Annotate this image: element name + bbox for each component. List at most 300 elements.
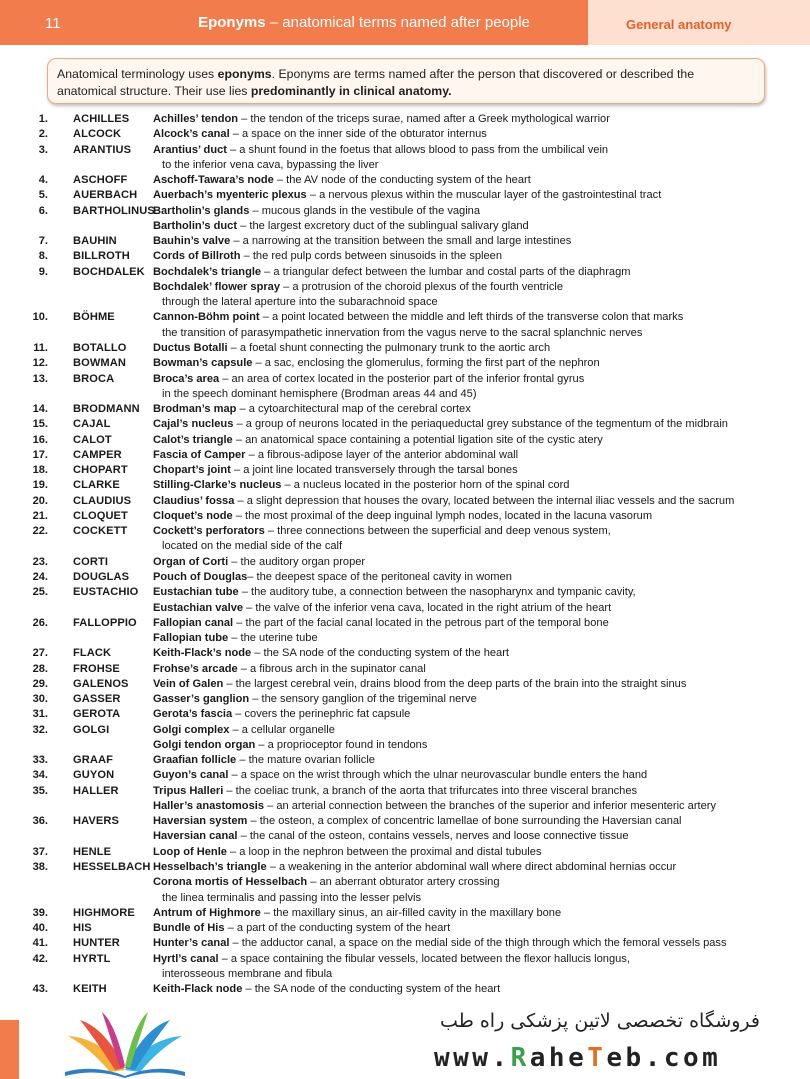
entry-number: 33.: [32, 754, 48, 767]
entry-text: – the SA node of the conducting system of the heart: [251, 647, 510, 660]
entry-row: [0, 662, 810, 677]
entry-definition: [153, 631, 318, 646]
entry-definition: [153, 738, 427, 753]
entry-number: 1.: [38, 113, 48, 125]
entry-number: 28.: [32, 662, 48, 675]
entry-definition: [153, 845, 542, 860]
entry-text: the linea terminalis and passing into the lesser pelvis: [162, 891, 421, 904]
entry-definition: [153, 356, 600, 371]
entry-term: Haller’s anastomosis: [153, 799, 264, 812]
entry-row: [0, 845, 810, 860]
entry-definition: [153, 448, 518, 463]
entry-number: 17.: [32, 448, 48, 461]
entry-row: [0, 768, 810, 783]
entry-definition: [153, 662, 426, 677]
entry-term: Cockett’s perforators: [153, 525, 265, 538]
entry-number: 4.: [38, 174, 48, 187]
entry-text: – the sensory ganglion of the trigeminal nerve: [249, 693, 477, 706]
entry-name: HALLER: [73, 784, 119, 797]
entry-text: – the valve of the inferior vena cava, located in the right atrium of the heart: [243, 601, 612, 614]
entry-text: – an area of cortex located in the posterior part of the inferior frontal gyrus: [219, 372, 585, 385]
entry-row: [0, 509, 810, 524]
entry-text: – the SA node of the conducting system of the heart: [242, 983, 501, 996]
entry-text: – a triangular defect between the lumbar and costal parts of the diaphragm: [261, 265, 631, 278]
entry-definition: [153, 509, 652, 524]
entry-term: Vein of Galen: [153, 677, 224, 690]
entry-text: – a cellular organelle: [229, 723, 335, 736]
entry-text: – three connections between the superficial and deep venous system,: [264, 525, 611, 538]
entry-row: [0, 478, 810, 493]
section-tab: [588, 0, 810, 45]
entry-term: Eustachian tube: [153, 586, 239, 599]
entry-text: through the lateral aperture into the subarachnoid space: [162, 296, 438, 309]
entry-row: [0, 875, 810, 890]
entry-number: 30.: [32, 693, 48, 706]
entry-text: – the canal of the osteon, contains vessels, nerves and loose connective tissue: [237, 830, 629, 843]
entry-name: ASCHOFF: [73, 174, 128, 187]
entry-term: Brodman’s map: [153, 403, 237, 416]
entry-term: Haversian canal: [153, 830, 238, 843]
entry-number: 12.: [32, 357, 48, 370]
entry-definition: [153, 585, 636, 600]
entry-row: [0, 707, 810, 722]
entry-definition: [153, 143, 608, 158]
entry-number: 14.: [32, 403, 48, 416]
entry-number: 5.: [38, 189, 48, 202]
url-part: ahe: [529, 1043, 588, 1073]
entry-row: [0, 204, 810, 219]
entry-term: Loop of Henle: [153, 845, 227, 858]
entry-definition: [153, 173, 531, 188]
url-part: www.: [434, 1043, 511, 1073]
entry-name: HIGHMORE: [73, 906, 135, 919]
entry-row: [0, 891, 810, 906]
entry-text: to the inferior vena cava, bypassing the liver: [162, 158, 379, 171]
entry-definition: [153, 341, 550, 356]
entry-row: [0, 402, 810, 417]
entry-name: CALOT: [73, 433, 112, 446]
entry-term: Aschoff-Tawara’s node: [153, 174, 274, 187]
entry-row: [0, 356, 810, 371]
url-part: .com: [644, 1043, 722, 1073]
entry-row: [0, 646, 810, 661]
entry-row: [0, 524, 810, 539]
entry-name: BÖHME: [73, 311, 115, 324]
entry-term: Keith-Flack node: [153, 983, 243, 996]
entry-number: 18.: [32, 464, 48, 477]
entry-text: – covers the perinephric fat capsule: [232, 708, 411, 721]
section-label: General anatomy: [626, 17, 732, 32]
entry-text: – the part of the facial canal located in the petrous part of the temporal bone: [233, 616, 609, 629]
entry-text: – the most proximal of the deep inguinal lymph nodes, located in the lacuna vasorum: [232, 509, 653, 522]
entry-row: [0, 417, 810, 432]
entry-row: [0, 906, 810, 921]
entry-definition: [153, 784, 637, 799]
entry-name: HENLE: [73, 845, 112, 858]
entry-row: [0, 631, 810, 646]
entry-name: HESSELBACH: [73, 861, 151, 874]
entry-row: [0, 280, 810, 295]
footer-accent-strip: [0, 1020, 19, 1079]
entry-number: 7.: [38, 235, 48, 248]
entry-definition: [153, 219, 529, 234]
entry-row: [0, 494, 810, 509]
entry-name: CAJAL: [73, 418, 111, 431]
entry-number: 10.: [32, 311, 48, 324]
entry-name: FALLOPPIO: [73, 616, 137, 629]
entry-row: [0, 463, 810, 478]
page-header: [0, 0, 810, 45]
entry-definition: [153, 494, 734, 509]
open-book-logo: [60, 1008, 190, 1078]
entry-definition: [153, 127, 487, 142]
entry-text: located on the medial side of the calf: [162, 540, 343, 553]
entry-term: Graafian follicle: [153, 754, 237, 767]
entry-text: – a shunt found in the foetus that allows blood to pass from the umbilical vein: [226, 143, 609, 156]
entry-definition: [153, 921, 450, 936]
entry-name: BOWMAN: [73, 357, 126, 370]
entry-number: 2.: [38, 128, 48, 141]
entry-term: Hyrtl’s canal: [153, 952, 219, 965]
entry-row: [0, 555, 810, 570]
entry-row: [0, 585, 810, 600]
entry-text: – a slight depression that houses the ovary, located between the internal iliac vessels and the sacrum: [234, 494, 735, 507]
title-bold: Eponyms: [198, 14, 266, 31]
entry-term: Frohse’s arcade: [153, 662, 238, 675]
entry-row: [0, 265, 810, 280]
entry-definition: [153, 280, 563, 295]
entry-term: Golgi complex: [153, 723, 230, 736]
entry-term: Chopart’s joint: [153, 464, 231, 477]
eponym-list: [0, 112, 810, 997]
entry-name: CLOQUET: [73, 509, 128, 522]
entry-term: Bowman’s capsule: [153, 357, 253, 370]
entry-number: 43.: [32, 983, 48, 996]
entry-term: Auerbach’s myenteric plexus: [153, 189, 307, 202]
entry-number: 25.: [32, 586, 48, 599]
entry-text: – a protrusion of the choroid plexus of the fourth ventricle: [280, 280, 564, 293]
entry-term: Corona mortis of Hesselbach: [153, 876, 308, 889]
entry-name: BARTHOLINUS: [73, 204, 155, 217]
entry-number: 36.: [32, 815, 48, 828]
entry-definition: [153, 677, 686, 692]
entry-text: – a loop in the nephron between the proximal and distal tubules: [226, 845, 542, 858]
entry-row: [0, 723, 810, 738]
entry-row: [0, 784, 810, 799]
entry-number: 27.: [32, 647, 48, 660]
entry-name: CLARKE: [73, 479, 120, 492]
entry-definition: [153, 707, 410, 722]
url-part: R: [510, 1043, 530, 1073]
entry-row: [0, 158, 810, 173]
entry-number: 6.: [38, 204, 48, 217]
entry-term: Achilles’ tendon: [153, 113, 239, 125]
entry-text: – a fibrous-adipose layer of the anterior abdominal wall: [245, 448, 519, 461]
entry-text: – the red pulp cords between sinusoids in the spleen: [240, 250, 503, 263]
entry-text: interosseous membrane and fibula: [162, 967, 333, 980]
entry-number: 31.: [32, 708, 48, 721]
entry-text: – a nervous plexus within the muscular layer of the gastrointestinal tract: [306, 189, 662, 202]
entry-name: CHOPART: [73, 464, 128, 477]
entry-text: – the osteon, a complex of concentric lamellae of bone surrounding the Haversian canal: [247, 815, 682, 828]
intro-bold: eponyms: [217, 67, 272, 81]
entry-definition: [162, 295, 438, 310]
entry-row: [0, 829, 810, 844]
entry-number: 26.: [32, 616, 48, 629]
entry-name: BRODMANN: [73, 403, 140, 416]
entry-row: [0, 234, 810, 249]
entry-name: DOUGLAS: [73, 570, 130, 583]
entry-definition: [153, 478, 569, 493]
entry-term: Broca’s area: [153, 372, 220, 385]
entry-row: [0, 127, 810, 142]
entry-number: 42.: [32, 952, 48, 965]
entry-definition: [153, 982, 500, 997]
entry-row: [0, 372, 810, 387]
entry-row: [0, 692, 810, 707]
entry-number: 29.: [32, 677, 48, 690]
entry-term: Stilling-Clarke’s nucleus: [153, 479, 282, 492]
entry-text: – the auditory organ proper: [228, 555, 366, 568]
entry-term: Keith-Flack’s node: [153, 647, 252, 660]
entry-term: Hunter’s canal: [153, 937, 230, 950]
entry-definition: [153, 936, 727, 951]
entry-definition: [162, 158, 378, 173]
entry-term: Cannon-Böhm point: [153, 311, 260, 324]
entry-name: CLAUDIUS: [73, 494, 132, 507]
entry-name: COCKETT: [73, 525, 128, 538]
entry-text: – the tendon of the triceps surae, named after a Greek mythological warrior: [238, 113, 610, 125]
entry-definition: [153, 234, 571, 249]
entry-text: – a space on the wrist through which the ulnar neurovascular bundle enters the hand: [228, 769, 648, 782]
entry-text: – an arterial connection between the branches of the superior and inferior mesenteric artery: [264, 799, 717, 812]
entry-number: 24.: [32, 570, 48, 583]
entry-term: Pouch of Douglas: [153, 570, 248, 583]
entry-name: BROCA: [73, 372, 115, 385]
entry-term: Guyon’s canal: [153, 769, 229, 782]
entry-definition: [153, 204, 480, 219]
entry-definition: [153, 570, 512, 585]
entry-definition: [153, 692, 477, 707]
entry-text: – a space on the inner side of the obturator internus: [229, 128, 487, 141]
entry-definition: [153, 768, 647, 783]
entry-name: BAUHIN: [73, 235, 117, 248]
entry-text: – a sac, enclosing the glomerulus, forming the first part of the nephron: [252, 357, 600, 370]
entry-row: [0, 387, 810, 402]
entry-text: – a weakening in the anterior abdominal wall where direct abdominal hernias occur: [266, 861, 677, 874]
entry-definition: [153, 860, 676, 875]
entry-row: [0, 921, 810, 936]
entry-definition: [153, 601, 611, 616]
entry-row: [0, 677, 810, 692]
entry-name: EUSTACHIO: [73, 586, 139, 599]
entry-row: [0, 433, 810, 448]
entry-row: [0, 952, 810, 967]
entry-term: Golgi tendon organ: [153, 738, 256, 751]
entry-definition: [162, 967, 332, 982]
entry-number: 13.: [32, 372, 48, 385]
entry-definition: [153, 799, 716, 814]
entry-text: – the adductor canal, a space on the medial side of the thigh through which the femoral vessels pass: [229, 937, 727, 950]
entry-definition: [153, 616, 609, 631]
entry-text: – a part of the conducting system of the heart: [224, 922, 451, 935]
entry-row: [0, 310, 810, 325]
entry-number: 38.: [32, 861, 48, 874]
entry-number: 3.: [38, 143, 48, 156]
entry-text: – a foetal shunt connecting the pulmonary trunk to the aortic arch: [227, 341, 551, 354]
entry-term: Bartholin’s glands: [153, 204, 250, 217]
entry-definition: [162, 891, 421, 906]
entry-term: Arantius’ duct: [153, 143, 227, 156]
entry-row: [0, 448, 810, 463]
entry-row: [0, 219, 810, 234]
entry-definition: [153, 753, 375, 768]
entry-term: Bartholin’s duct: [153, 219, 238, 232]
entry-text: – a narrowing at the transition between the small and large intestines: [230, 235, 572, 248]
header-bar: [0, 0, 588, 45]
entry-name: CORTI: [73, 555, 109, 568]
entry-row: [0, 753, 810, 768]
entry-row: [0, 326, 810, 341]
entry-row: [0, 112, 810, 127]
entry-row: [0, 814, 810, 829]
entry-row: [0, 616, 810, 631]
entry-text: – a nucleus located in the posterior horn of the spinal cord: [281, 479, 570, 492]
entry-text: – the largest excretory duct of the sublingual salivary gland: [237, 219, 529, 232]
entry-name: ACHILLES: [73, 113, 130, 125]
entry-text: – a point located between the middle and left thirds of the transverse colon that marks: [259, 311, 684, 324]
entry-number: 19.: [32, 479, 48, 492]
entry-definition: [153, 249, 502, 264]
book-pages-icon: [65, 1012, 185, 1078]
entry-number: 35.: [32, 784, 48, 797]
shop-name: فروشگاه تخصصی لاتین پزشکی راه طب: [440, 1010, 760, 1032]
entry-name: GEROTA: [73, 708, 121, 721]
entry-row: [0, 173, 810, 188]
entry-row: [0, 188, 810, 203]
entry-text: – a proprioceptor found in tendons: [255, 738, 428, 751]
entry-name: GOLGI: [73, 723, 110, 736]
entry-text: – a group of neurons located in the periaqueductal grey substance of the tegmentum of the midbrain: [233, 418, 728, 431]
entry-definition: [153, 524, 611, 539]
entry-term: Ductus Botalli: [153, 341, 228, 354]
entry-definition: [153, 723, 335, 738]
entry-definition: [153, 829, 628, 844]
entry-row: [0, 341, 810, 356]
entry-definition: [153, 372, 584, 387]
entry-text: – a space containing the fibular vessels, located between the flexor hallucis longus,: [218, 952, 630, 965]
entry-term: Cajal’s nucleus: [153, 418, 234, 431]
entry-name: HYRTL: [73, 952, 111, 965]
entry-name: HIS: [73, 922, 92, 935]
entry-text: – a joint line located transversely through the tarsal bones: [230, 464, 518, 477]
entry-number: 20.: [32, 494, 48, 507]
title-rest: – anatomical terms named after people: [265, 14, 530, 31]
entry-number: 40.: [32, 922, 48, 935]
entry-term: Gerota’s fascia: [153, 708, 233, 721]
entry-term: Bochdalek’ flower spray: [153, 280, 281, 293]
entry-name: ALCOCK: [73, 128, 122, 141]
entry-name: CAMPER: [73, 448, 122, 461]
entry-text: – the maxillary sinus, an air-filled cavity in the maxillary bone: [260, 906, 562, 919]
page-title: [0, 14, 588, 31]
entry-number: 16.: [32, 433, 48, 446]
entry-number: 8.: [38, 250, 48, 263]
entry-term: Fallopian canal: [153, 616, 234, 629]
entry-term: Fallopian tube: [153, 632, 229, 645]
entry-text: the transition of parasympathetic innervation from the vagus nerve to the sacral splanchnic nerves: [162, 326, 643, 339]
intro-box: [47, 58, 765, 104]
entry-name: GRAAF: [73, 754, 113, 767]
entry-term: Fascia of Camper: [153, 448, 246, 461]
entry-term: Tripus Halleri: [153, 784, 224, 797]
entry-row: [0, 982, 810, 997]
url-part: T: [587, 1043, 607, 1073]
entry-term: Bundle of His: [153, 922, 225, 935]
entry-name: ARANTIUS: [73, 143, 132, 156]
entry-definition: [153, 265, 631, 280]
url-part: eb: [606, 1043, 645, 1073]
entry-row: [0, 570, 810, 585]
entry-definition: [153, 310, 683, 325]
entry-term: Calot’s triangle: [153, 433, 233, 446]
entry-definition: [153, 555, 365, 570]
entry-term: Bochdalek’s triangle: [153, 265, 262, 278]
entry-definition: [153, 112, 610, 127]
entry-definition: [153, 875, 500, 890]
entry-row: [0, 967, 810, 982]
entry-definition: [153, 433, 603, 448]
entry-term: Gasser’s ganglion: [153, 693, 250, 706]
entry-text: – an aberrant obturator artery crossing: [307, 876, 500, 889]
entry-term: Haversian system: [153, 815, 248, 828]
entry-definition: [153, 646, 509, 661]
entry-text: – the largest cerebral vein, drains blood from the deep parts of the brain into the straight sinus: [223, 677, 687, 690]
entry-term: Eustachian valve: [153, 601, 244, 614]
entry-name: AUERBACH: [73, 189, 138, 202]
entry-definition: [153, 814, 682, 829]
entry-definition: [153, 463, 518, 478]
entry-term: Bauhin’s valve: [153, 235, 231, 248]
entry-number: 39.: [32, 906, 48, 919]
page-number: 11: [45, 15, 61, 32]
entry-name: BOTALLO: [73, 341, 127, 354]
entry-text: – a fibrous arch in the supinator canal: [237, 662, 426, 675]
entry-row: [0, 249, 810, 264]
intro-text: Anatomical terminology uses: [57, 67, 218, 81]
entry-name: HAVERS: [73, 815, 120, 828]
entry-number: 41.: [32, 937, 48, 950]
entry-definition: [153, 906, 561, 921]
entry-definition: [162, 326, 642, 341]
entry-number: 37.: [32, 845, 48, 858]
entry-number: 22.: [32, 525, 48, 538]
entry-row: [0, 295, 810, 310]
entry-term: Claudius’ fossa: [153, 494, 235, 507]
entry-name: HUNTER: [73, 937, 120, 950]
entry-text: – the auditory tube, a connection between the nasopharynx and tympanic cavity,: [238, 586, 636, 599]
entry-definition: [153, 952, 630, 967]
entry-row: [0, 936, 810, 951]
entry-row: [0, 799, 810, 814]
entry-text: – the mature ovarian follicle: [236, 754, 375, 767]
entry-name: BILLROTH: [73, 250, 130, 263]
entry-text: – the AV node of the conducting system of the heart: [273, 174, 531, 187]
entry-definition: [153, 417, 728, 432]
entry-text: – mucous glands in the vestibule of the vagina: [249, 204, 481, 217]
entry-name: FROHSE: [73, 662, 120, 675]
entry-number: 11.: [33, 341, 48, 354]
